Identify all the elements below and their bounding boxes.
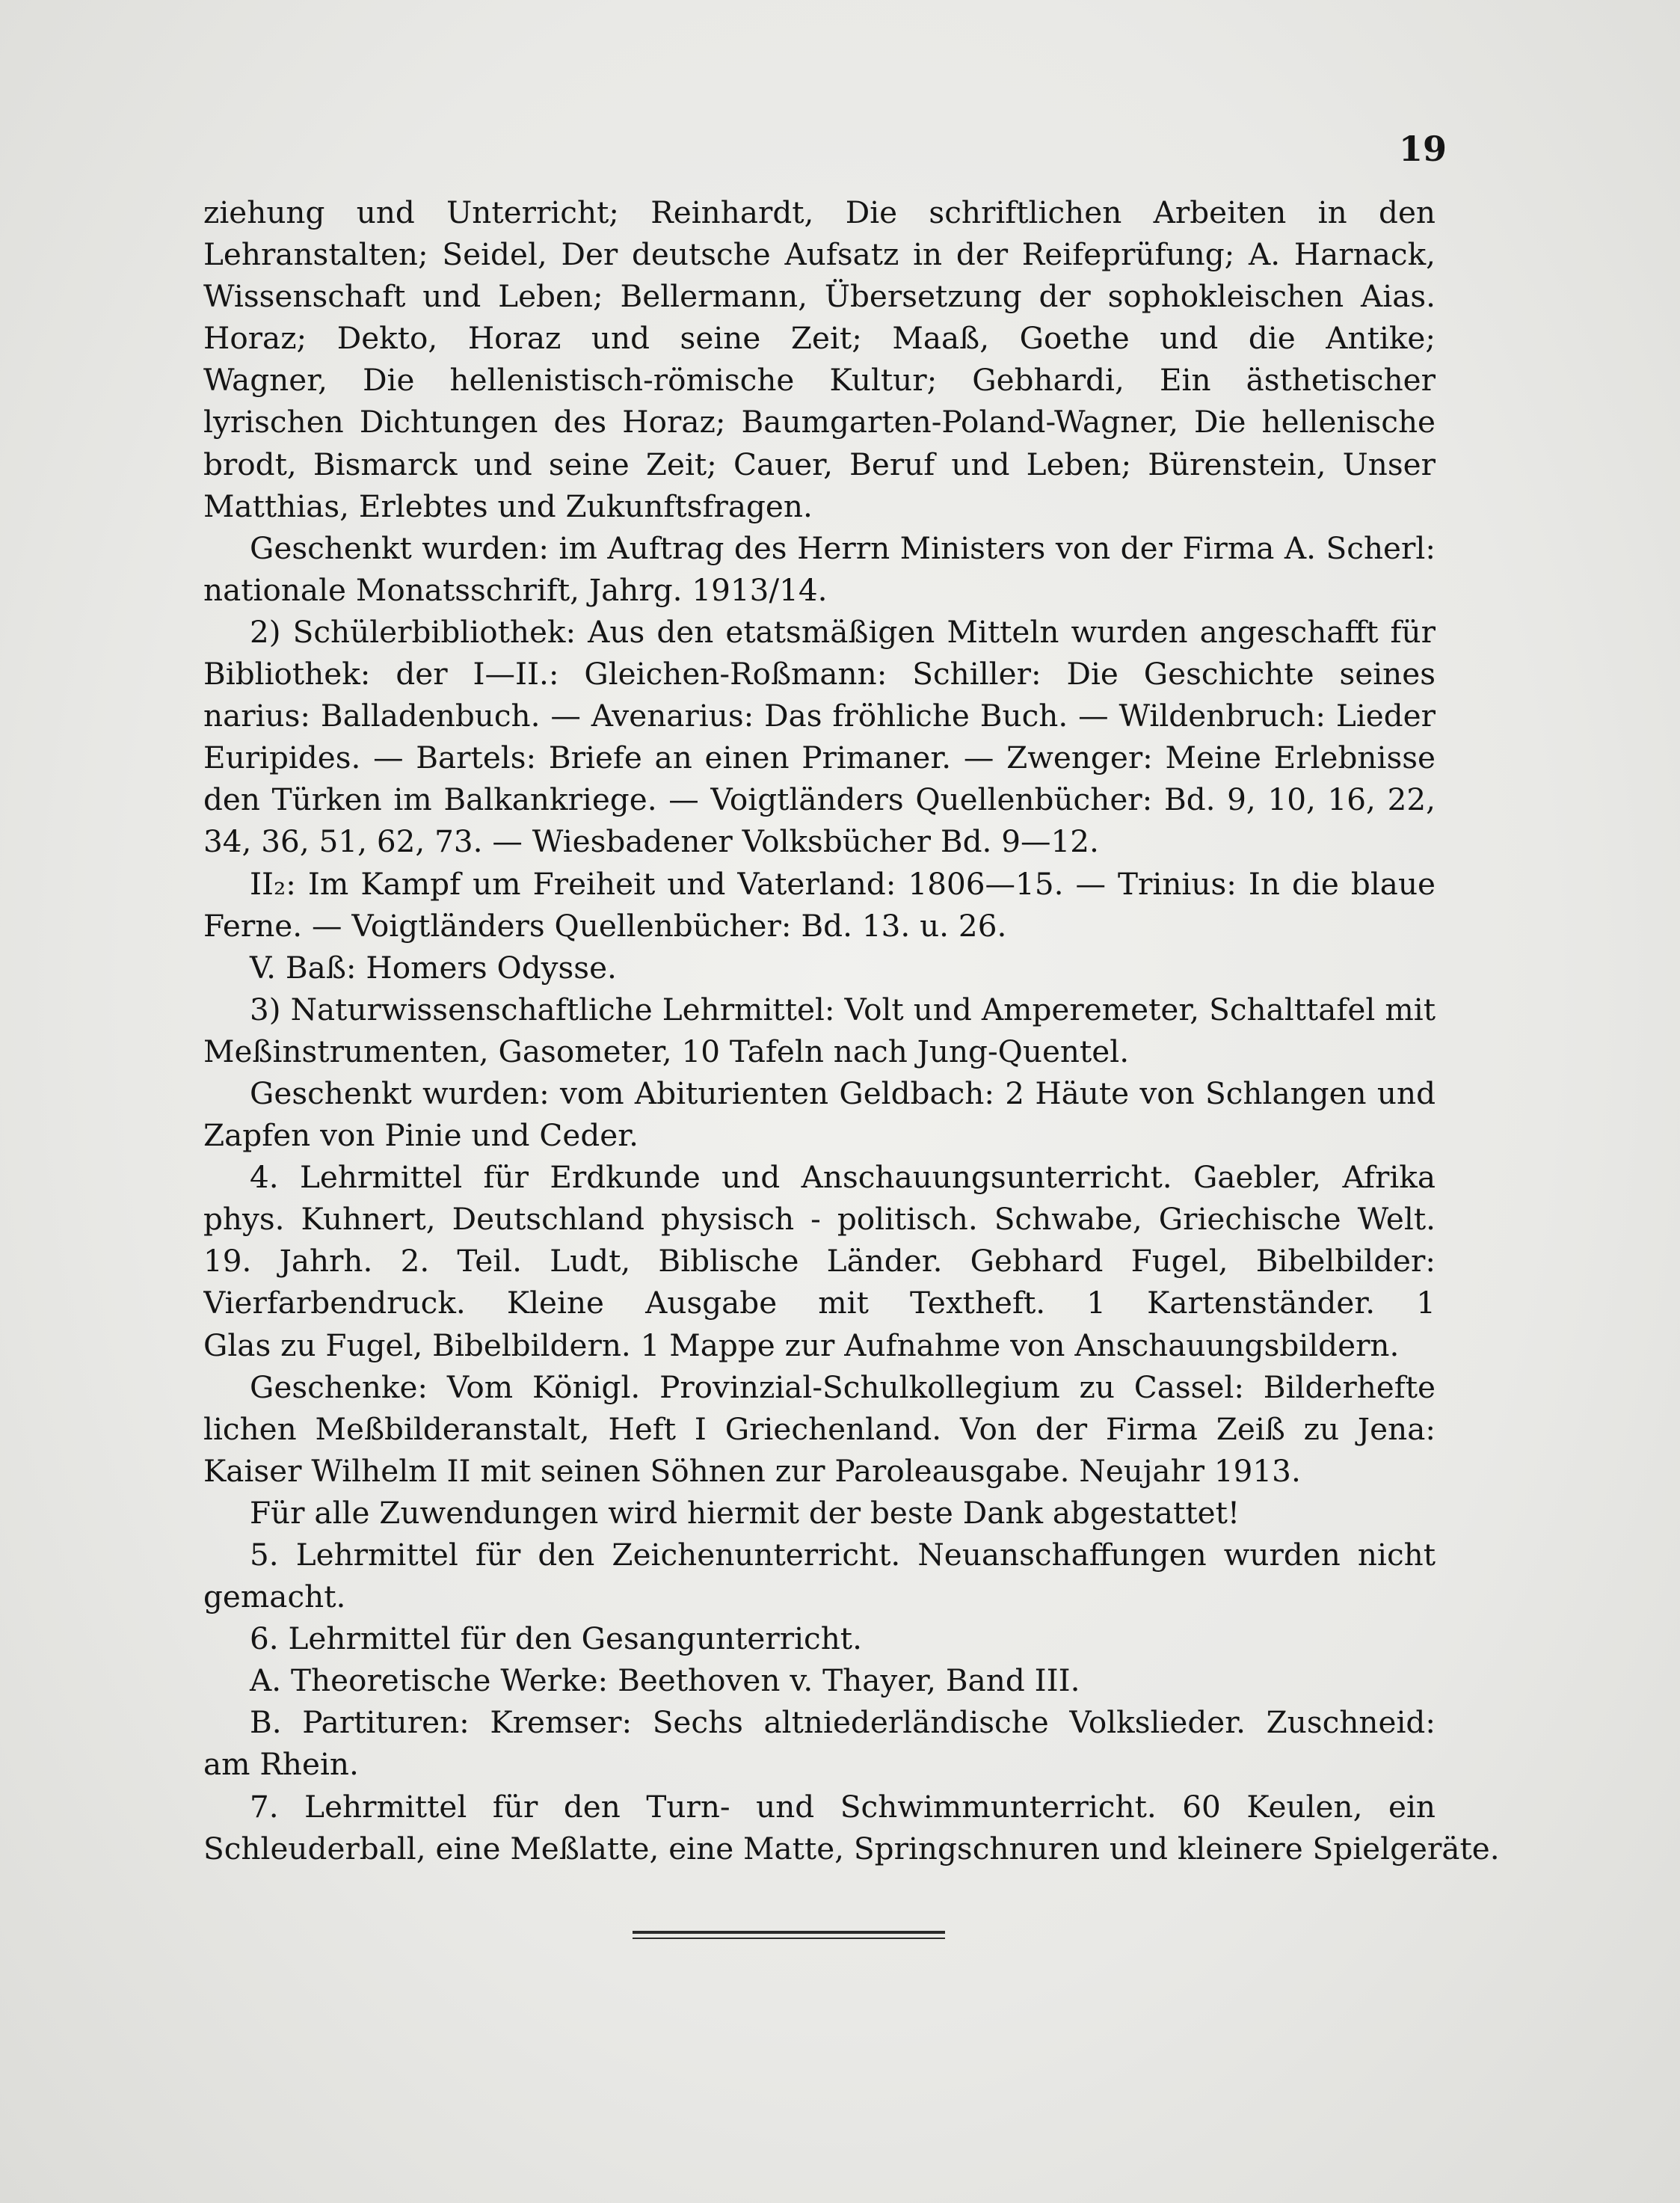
text-line: Vierfarbendruck. Kleine Ausgabe mit Textheft. 1 Kartenständer. 1 xyxy=(203,1285,1436,1321)
text-line: 19. Jahrh. 2. Teil. Ludt, Biblische Länder. Gebhard Fugel, Bibelbilder: xyxy=(203,1243,1436,1279)
text-line: lyrischen Dichtungen des Horaz; Baumgarten-Poland-Wagner, Die hellenische xyxy=(203,404,1436,440)
text-line: narius: Balladenbuch. — Avenarius: Das fröhliche Buch. — Wildenbruch: Lieder xyxy=(203,698,1436,734)
text-line: B. Partituren: Kremser: Sechs altniederländische Volkslieder. Zuschneid: xyxy=(250,1704,1436,1741)
text-line: Für alle Zuwendungen wird hiermit der beste Dank abgestattet! xyxy=(250,1494,1240,1531)
text-line: lichen Meßbilderanstalt, Heft I Griechenland. Von der Firma Zeiß zu Jena: xyxy=(203,1410,1436,1447)
text-line: Horaz; Dekto, Horaz und seine Zeit; Maaß, Goethe und die Antike; xyxy=(203,320,1436,357)
text-line: Euripides. — Bartels: Briefe an einen Primaner. — Zwenger: Meine Erlebnisse xyxy=(203,740,1436,776)
body-text xyxy=(203,191,1500,1869)
text-line: Kaiser Wilhelm II mit seinen Söhnen zur Paroleausgabe. Neujahr 1913. xyxy=(203,1452,1301,1489)
text-line: 2) Schülerbibliothek: Aus den etatsmäßigen Mitteln wurden angeschafft für xyxy=(250,613,1436,650)
text-line: Zapfen von Pinie und Ceder. xyxy=(203,1117,639,1154)
page-number: 19 xyxy=(1398,129,1447,169)
text-line: Matthias, Erlebtes und Zukunftsfragen. xyxy=(203,488,813,524)
text-line: 7. Lehrmittel für den Turn- und Schwimmunterricht. 60 Keulen, ein xyxy=(250,1788,1436,1825)
text-line: V. Baß: Homers Odysse. xyxy=(250,949,617,986)
text-line: II₂: Im Kampf um Freiheit und Vaterland: 1806—15. — Trinius: In die blaue xyxy=(250,865,1436,902)
text-line: Wissenschaft und Leben; Bellermann, Übersetzung der sophokleischen Aias. xyxy=(203,278,1436,315)
text-line: Ferne. — Voigtländers Quellenbücher: Bd. 13. u. 26. xyxy=(203,907,1007,944)
text-line: gemacht. xyxy=(203,1579,346,1615)
text-line: nationale Monatsschrift, Jahrg. 1913/14. xyxy=(203,571,828,608)
text-line: ziehung und Unterricht; Reinhardt, Die schriftlichen Arbeiten in den xyxy=(203,194,1436,230)
text-line: Glas zu Fugel, Bibelbildern. 1 Mappe zur Aufnahme von Anschauungsbildern. xyxy=(203,1327,1400,1363)
text-line: Schleuderball, eine Meßlatte, eine Matte, Springschnuren und kleinere Spielgeräte. xyxy=(203,1830,1500,1866)
text-line: Wagner, Die hellenistisch-römische Kultur; Gebhardi, Ein ästhetischer xyxy=(203,362,1436,399)
text-line: den Türken im Balkankriege. — Voigtländers Quellenbücher: Bd. 9, 10, 16, 22, xyxy=(203,781,1436,818)
text-line: am Rhein. xyxy=(203,1746,359,1783)
text-line: 3) Naturwissenschaftliche Lehrmittel: Volt und Amperemeter, Schalttafel mit xyxy=(250,991,1436,1027)
text-line: Geschenkt wurden: vom Abiturienten Geldbach: 2 Häute von Schlangen und xyxy=(250,1075,1436,1111)
text-line: Meßinstrumenten, Gasometer, 10 Tafeln nach Jung-Quentel. xyxy=(203,1033,1130,1069)
text-line: Geschenkt wurden: im Auftrag des Herrn Ministers von der Firma A. Scherl: xyxy=(250,529,1436,566)
text-line: 4. Lehrmittel für Erdkunde und Anschauungsunterricht. Gaebler, Afrika xyxy=(250,1159,1436,1196)
text-line: A. Theoretische Werke: Beethoven v. Thayer, Band III. xyxy=(250,1662,1080,1699)
end-rule-thick xyxy=(633,1931,945,1934)
text-line: Bibliothek: der I—II.: Gleichen-Roßmann: Schiller: Die Geschichte seines xyxy=(203,656,1436,692)
text-line: 34, 36, 51, 62, 73. — Wiesbadener Volksbücher Bd. 9—12. xyxy=(203,823,1099,860)
text-line: brodt, Bismarck und seine Zeit; Cauer, Beruf und Leben; Bürenstein, Unser xyxy=(203,446,1436,482)
text-line: phys. Kuhnert, Deutschland physisch - politisch. Schwabe, Griechische Welt. xyxy=(203,1201,1436,1238)
end-rule-thin xyxy=(633,1938,945,1939)
text-line: Lehranstalten; Seidel, Der deutsche Aufsatz in der Reifeprüfung; A. Harnack, xyxy=(203,236,1436,273)
text-line: 5. Lehrmittel für den Zeichenunterricht. Neuanschaffungen wurden nicht xyxy=(250,1537,1436,1573)
text-line: 6. Lehrmittel für den Gesangunterricht. xyxy=(250,1620,862,1657)
text-line: Geschenke: Vom Königl. Provinzial-Schulkollegium zu Cassel: Bilderhefte xyxy=(250,1368,1436,1405)
